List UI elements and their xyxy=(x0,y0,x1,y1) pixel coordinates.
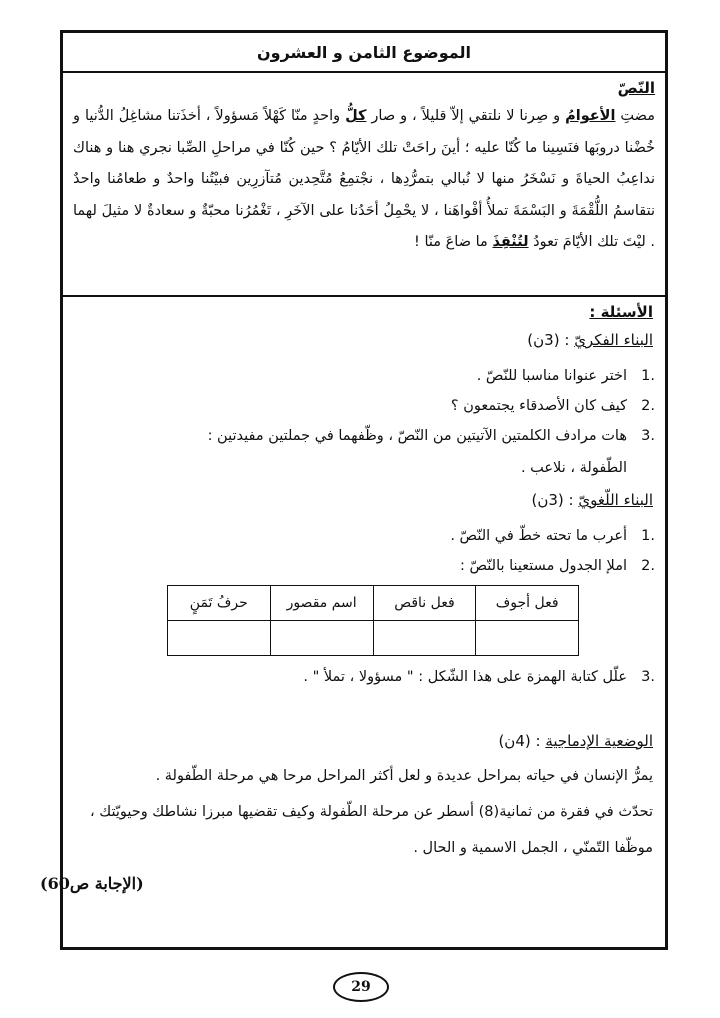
underlined-word: كلُّ xyxy=(345,108,367,124)
table-cell[interactable] xyxy=(373,621,476,656)
integration-line: تحدّث في فقرة من ثمانية(8) أسطر عن مرحلة الطّفولة وكيف تقضيها مبرزا نشاطك وحيويّتك ، موظّفا التّمنّي ، الجمل الاسمية و الحال . xyxy=(89,804,653,856)
list-item xyxy=(73,662,655,692)
item-number: .3 xyxy=(641,428,655,444)
item-number: .2 xyxy=(641,558,655,574)
table-header: فعل ناقص xyxy=(373,586,476,621)
text-part: و صِرنا لا نلتقي إلاّ قليلاً ، و صار xyxy=(366,108,566,124)
list-item xyxy=(73,361,655,391)
text-part: ما ضاعَ منّا ! xyxy=(414,234,493,250)
item-number: .2 xyxy=(641,398,655,414)
answer-reference: (الإجابة ص60) xyxy=(40,874,144,893)
list-item xyxy=(73,391,655,421)
table-header: اسم مقصور xyxy=(270,586,373,621)
lughawi-title-text: البناء اللّغويّ xyxy=(578,491,653,509)
text-part: واحدٍ منّا كَهْلاً مَسؤولاً ، أخذَتنا مشاغِلُ الدُّنيا و خُضْنا دروبَها فنَسِينا ما كُنّا عليه ؛ أينَ راحَتْ تلك الأيّامُ ؟ حين كُنّا في مراحلِ الصِّبا نجري هنا و هناك نداعِبُ الحياةَ و نَسْخَرُ منها لا نُبالي بتمرُّدِها ، نجْتمِعُ مُتَّحِدين مُتآزرِين فبيْتُنا واحدٌ و طعامُنا واحدٌ نتقاسمُ اللُّقْمَةَ و البَسْمَةَ تملأُ أفْواهَنا ، لا يحْمِلُ أحَدُنا على الآخَرِ ، تَغْمُرُنا محبّةٌ و سعادةٌ لا مثيلَ لهما . ليْتَ تلك الأيّامَ تعودُ xyxy=(73,108,655,250)
text-section xyxy=(63,73,665,297)
fikri-title-text: البناء الفكريّ xyxy=(574,331,653,349)
list-item xyxy=(73,551,655,581)
item-text: املإ الجدول مستعينا بالنّصّ : xyxy=(460,558,627,574)
text-title: النّصّ xyxy=(617,79,655,97)
fikri-title xyxy=(73,331,653,349)
table-header: حرفُ تَمَنٍ xyxy=(168,586,271,621)
grammar-table xyxy=(167,585,579,656)
table-cell[interactable] xyxy=(476,621,579,656)
integration-points: : (4ن) xyxy=(498,732,541,750)
item-number: .3 xyxy=(641,669,655,685)
page-number: 29 xyxy=(333,972,389,1002)
item-text: هات مرادف الكلمتين الآتيتين من النّصّ ، وظّفهما في جملتين مفيدتين : xyxy=(207,428,627,444)
underlined-word: لتُنْقِذَ xyxy=(492,234,529,250)
lesson-title: الموضوع الثامن و العشرون xyxy=(63,33,665,73)
item-number: .1 xyxy=(641,368,655,384)
item-text: علّل كتابة الهمزة على هذا الشّكل : " مسؤولا ، تملأ " . xyxy=(303,669,627,685)
questions-section xyxy=(63,297,665,866)
item-text: اختر عنوانا مناسبا للنّصّ . xyxy=(476,368,627,384)
integration-body xyxy=(73,758,653,866)
integration-line: يمرُّ الإنسان في حياته بمراحل عديدة و لعل أكثر المراحل مرحا هي مرحلة الطّفولة . xyxy=(155,768,653,784)
item-number: .1 xyxy=(641,528,655,544)
lughawi-title xyxy=(73,491,653,509)
fikri-points: : (3ن) xyxy=(527,331,570,349)
table-cell[interactable] xyxy=(270,621,373,656)
integration-title-text: الوضعية الإدماجية xyxy=(545,732,653,750)
item-text: كيف كان الأصدقاء يجتمعون ؟ xyxy=(450,398,627,414)
table-cell[interactable] xyxy=(168,621,271,656)
table-header-row xyxy=(168,586,579,621)
table-row xyxy=(168,621,579,656)
integration-title xyxy=(73,732,653,750)
lughawi-list-2 xyxy=(73,662,653,692)
lughawi-list xyxy=(73,521,653,581)
table-header: فعل أجوف xyxy=(476,586,579,621)
item-text: أعرب ما تحته خطّ في النّصّ . xyxy=(450,528,627,544)
fikri-list xyxy=(73,361,653,451)
lughawi-points: : (3ن) xyxy=(531,491,574,509)
questions-title: الأسئلة : xyxy=(589,303,653,321)
list-item xyxy=(73,521,655,551)
text-paragraph xyxy=(73,101,655,259)
page-frame xyxy=(60,30,668,950)
text-part: مضتِ xyxy=(615,108,655,124)
fikri-sub: الطّفولة ، نلاعب . xyxy=(520,460,627,476)
list-item xyxy=(73,421,655,451)
underlined-word: الأعوامُ xyxy=(565,108,616,124)
